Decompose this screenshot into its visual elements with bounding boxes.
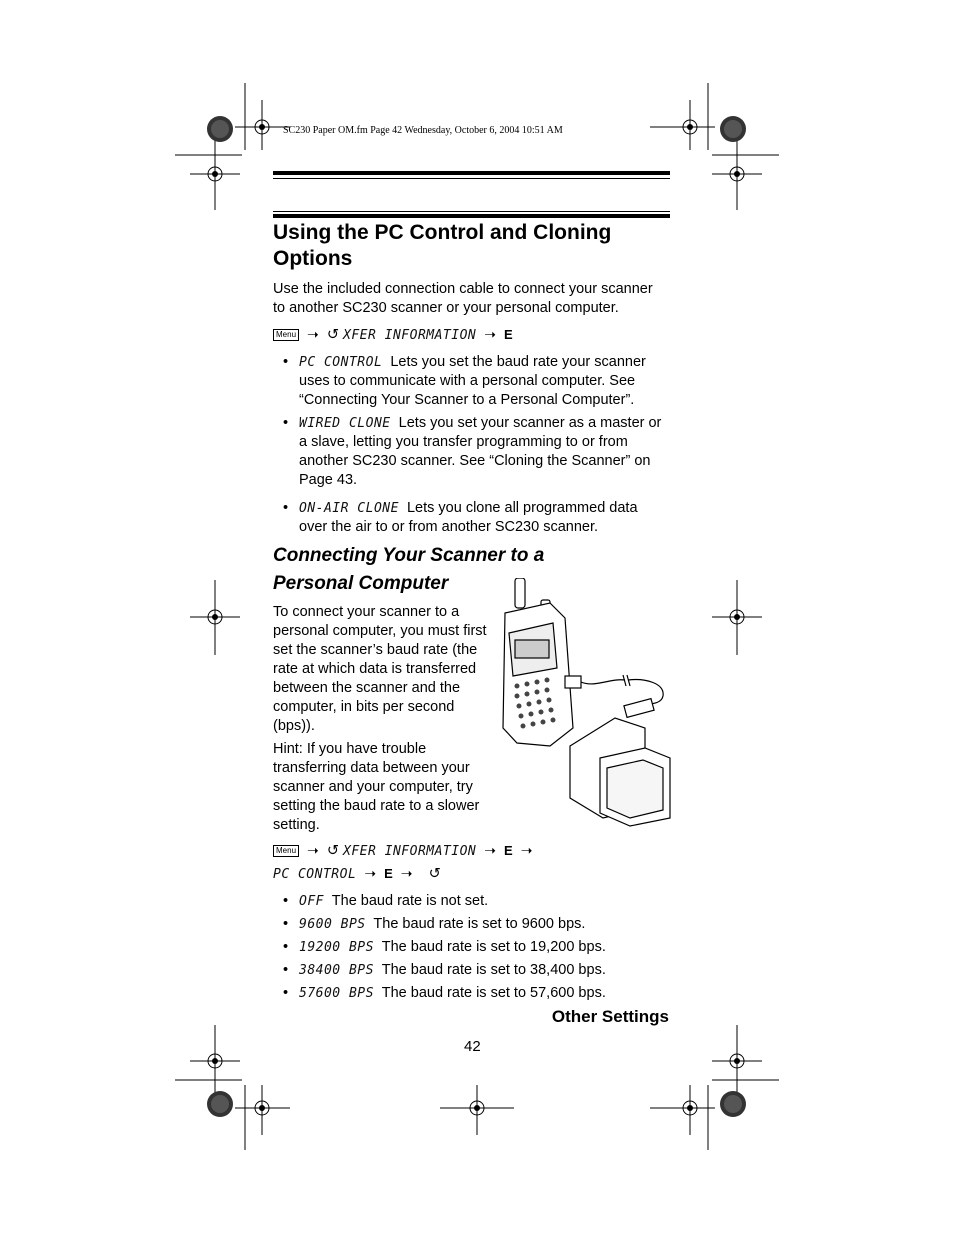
scroll-icon: ↺ — [428, 866, 441, 882]
arrow-icon: ➝ — [364, 865, 377, 881]
lcd-label: 57600 BPS — [299, 986, 374, 1001]
baud-description: The baud rate is set to 9600 bps. — [373, 916, 586, 932]
menu-key: Menu — [273, 329, 299, 341]
menu-key: Menu — [273, 845, 299, 857]
option-description: Lets you set the baud rate your scanner uses to communicate with a personal computer. See “Connecting Your Scanner to a Personal Computer”. — [299, 354, 646, 408]
option-description: Lets you clone all programmed data over the air to or from another SC230 scanner. — [299, 500, 638, 535]
lcd-xfer-information: XFER INFORMATION — [343, 328, 477, 343]
print-header: SC230 Paper OM.fm Page 42 Wednesday, October 6, 2004 10:51 AM — [283, 125, 563, 136]
list-item — [273, 961, 668, 980]
scanner-pc-illustration — [495, 578, 673, 828]
arrow-icon: ➝ — [307, 842, 319, 858]
scroll-icon: ↺ — [326, 843, 339, 859]
baud-rate-list — [273, 892, 668, 1003]
menu-path-2 — [273, 841, 668, 861]
top-rule-thick — [273, 171, 670, 175]
lcd-label: OFF — [299, 894, 324, 909]
e-key: E — [384, 866, 393, 881]
lcd-label: ON-AIR CLONE — [299, 501, 399, 516]
subheading: Connecting Your Scanner to a Personal Computer — [273, 545, 545, 594]
options-list — [273, 353, 668, 537]
option-description: Lets you set your scanner as a master or a slave, letting you transfer programming to or from another SC230 scanner. See “Cloning the Scanner” on Page 43. — [299, 415, 662, 488]
page-number: 42 — [464, 1038, 481, 1055]
lcd-pc-control: PC CONTROL — [273, 867, 357, 882]
hint-paragraph: Hint: If you have trouble transferring data between your scanner and your computer, try setting the baud rate to a slower setting. — [273, 741, 480, 833]
intro-paragraph: Use the included connection cable to connect your scanner to another SC230 scanner or your personal computer. — [273, 281, 653, 316]
list-item — [273, 892, 668, 911]
lcd-label: WIRED CLONE — [299, 416, 391, 431]
lcd-label: 19200 BPS — [299, 940, 374, 955]
top-rule-thin — [273, 178, 670, 179]
menu-path-1 — [273, 325, 668, 345]
e-key: E — [504, 327, 513, 342]
lcd-label: 9600 BPS — [299, 917, 366, 932]
list-item — [273, 353, 668, 410]
page-title: Using the PC Control and Cloning Options — [273, 221, 612, 270]
arrow-icon: ➝ — [307, 326, 319, 342]
baud-description: The baud rate is set to 19,200 bps. — [381, 939, 606, 955]
arrow-icon: ➝ — [484, 842, 496, 858]
lcd-label: PC CONTROL — [299, 355, 383, 370]
list-item — [273, 499, 668, 537]
list-item — [273, 414, 668, 490]
arrow-icon: ➝ — [520, 842, 533, 858]
scroll-icon: ↺ — [326, 327, 339, 343]
baud-description: The baud rate is set to 38,400 bps. — [381, 962, 606, 978]
list-item — [273, 984, 668, 1003]
list-item — [273, 915, 668, 934]
footer-section-title: Other Settings — [551, 1007, 669, 1026]
e-key: E — [504, 843, 513, 858]
section-rule-thin — [273, 211, 670, 212]
arrow-icon: ➝ — [400, 865, 413, 881]
baud-description: The baud rate is set to 57,600 bps. — [381, 985, 606, 1001]
lcd-label: 38400 BPS — [299, 963, 374, 978]
baud-description: The baud rate is not set. — [331, 893, 489, 909]
menu-path-2-cont — [273, 864, 668, 884]
list-item — [273, 938, 668, 957]
arrow-icon: ➝ — [484, 326, 496, 342]
connect-paragraph: To connect your scanner to a personal computer, you must first set the scanner’s baud rate (the rate at which data is transferred between the scanner and the computer, in bits per second (bps)). — [273, 604, 487, 734]
section-rule-thick — [273, 214, 670, 218]
lcd-xfer-information: XFER INFORMATION — [343, 844, 477, 859]
